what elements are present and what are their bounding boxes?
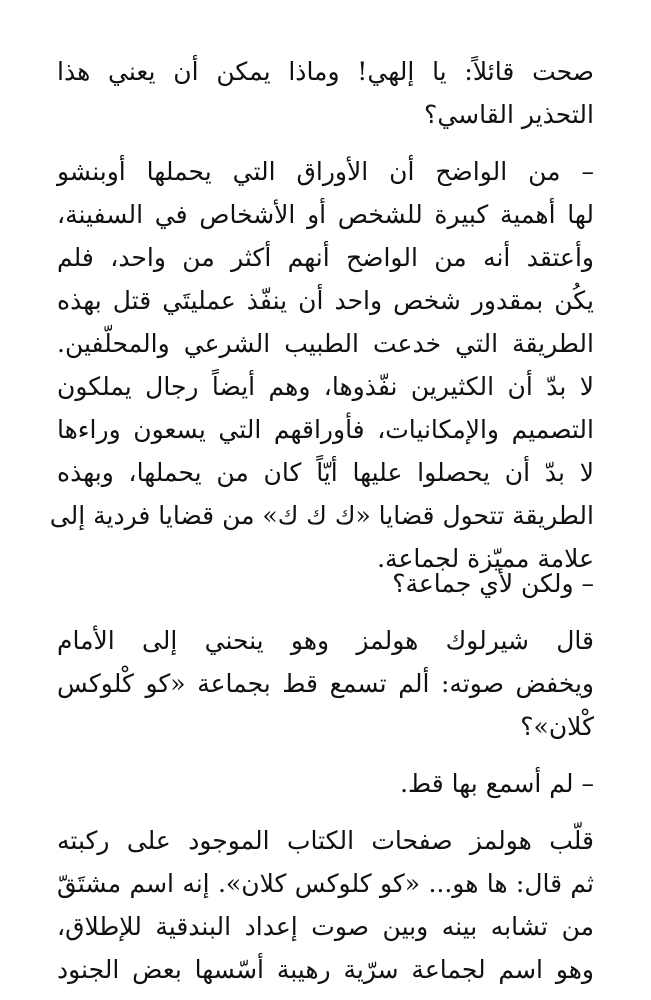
text-line: – ولكن لأي جماعة؟ — [392, 569, 594, 598]
text-line: التحذير القاسي؟ — [424, 100, 594, 129]
text-line: ويخفض صوته: ألم تسمع قط بجماعة «كو كْلوكس — [57, 669, 594, 698]
text-line: – لم أسمع بها قط. — [400, 769, 594, 798]
text-line: قلّب هولمز صفحات الكتاب الموجود على ركبته — [57, 826, 594, 855]
text-line: يكُن بمقدور شخص واحد أن ينفّذ عمليتَي قتل بهذه — [57, 286, 594, 315]
text-line: – من الواضح أن الأوراق التي يحملها أوبنشو — [57, 157, 594, 186]
text-line: صحت قائلاً: يا إلهي! وماذا يمكن أن يعني هذا — [57, 57, 594, 86]
text-line: وأعتقد أنه من الواضح أنهم أكثر من واحد، فلم — [57, 243, 594, 272]
text-line: لا بدّ أن يحصلوا عليها أيّاً كان من يحملها، وبهذه — [57, 458, 594, 487]
text-line: التصميم والإمكانيات، فأوراقهم التي يسعون وراءها — [57, 415, 594, 444]
text-line: قال شيرلوك هولمز وهو ينحني إلى الأمام — [57, 626, 594, 655]
text-line: الطريقة التي خدعت الطبيب الشرعي والمحلّفين. — [57, 329, 594, 358]
text-line: من تشابه بينه وبين صوت إعداد البندقية للإطلاق، — [57, 912, 594, 941]
text-line: وهو اسم لجماعة سرّية رهيبة أسّسها بعض الجنود — [57, 955, 594, 984]
text-line: كْلان»؟ — [520, 712, 594, 741]
text-line: لها أهمية كبيرة للشخص أو الأشخاص في السفينة، — [57, 200, 594, 229]
text-line: لا بدّ أن الكثيرين نفّذوها، وهم أيضاً رجال يملكون — [57, 372, 594, 401]
text-line: علامة مميّزة لجماعة. — [377, 544, 594, 573]
text-line: ثم قال: ها هو... «كو كلوكس كلان». إنه اسم مشتَقّ — [57, 869, 594, 898]
text-line: الطريقة تتحول قضايا «ك ك ك» من قضايا فردية إلى — [49, 501, 594, 530]
